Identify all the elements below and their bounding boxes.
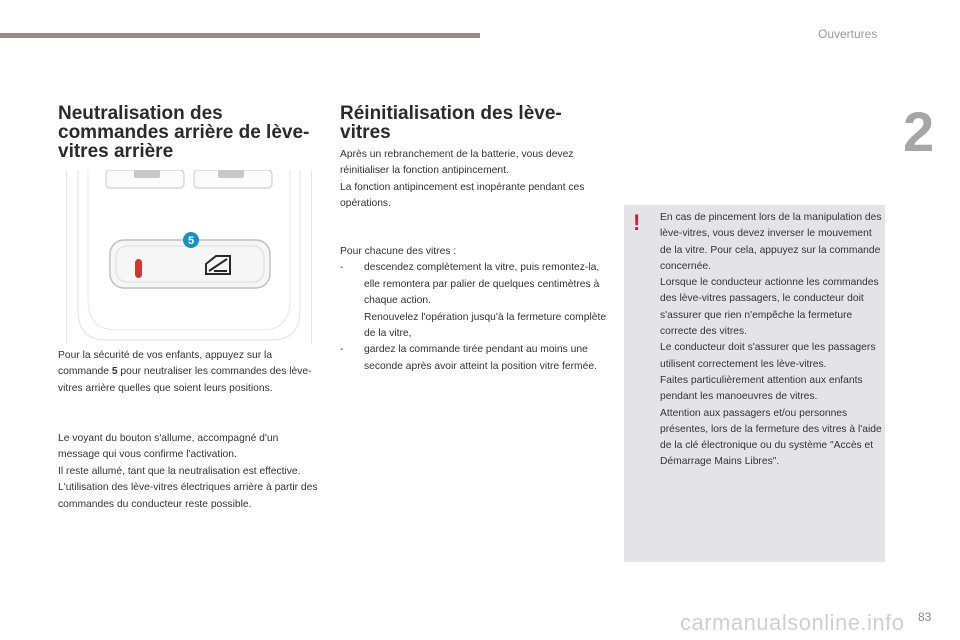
left-paragraph-2 xyxy=(58,431,318,513)
header-accent-bar xyxy=(0,33,480,38)
warning-text xyxy=(660,210,882,471)
warning-line: Faites particulièrement attention aux enfants pendant les manoeuvres de vitres. xyxy=(660,374,863,403)
callout-number: 5 xyxy=(187,235,195,247)
command-reference: 5 xyxy=(111,366,118,378)
warning-line: En cas de pincement lors de la manipulation des lève-vitres, vous devez inverser le mouvement de la vitre. Pour cela, appuyez sur la commande concernée. xyxy=(660,212,882,272)
watermark: carmanualsonline.info xyxy=(680,610,905,635)
left-paragraph-2-line: Il reste allumé, tant que la neutralisation est effective. xyxy=(58,465,301,477)
right-heading: Réinitialisation des lève-vitres xyxy=(340,103,562,143)
right-intro-line: Après un rebranchement de la batterie, vous devez réinitialiser la fonction antipincement. xyxy=(340,149,574,177)
warning-line: Attention aux passagers et/ou personnes présentes, lors de la fermeture des vitres à l'aide de la clé électronique ou du système "Accès et Démarrage Mains Libres". xyxy=(660,407,882,468)
left-heading: Neutralisation des commandes arrière de lève-vitres arrière xyxy=(58,103,310,162)
chapter-number: 2 xyxy=(903,100,935,163)
left-paragraph-2-line: Le voyant du bouton s'allume, accompagné d'un message qui vous confirme l'activation. xyxy=(58,433,279,461)
indicator-led xyxy=(135,259,142,278)
warning-line: Lorsque le conducteur actionne les commandes des lève-vitres passagers, le conducteur doit s'assurer que rien n'empêche la fermeture correcte des vitres. xyxy=(660,277,879,338)
left-paragraph-2-line: L'utilisation des lève-vitres électriques arrière à partir des commandes du conducteur reste possible. xyxy=(58,482,318,510)
right-intro-line: La fonction antipincement est inopérante pendant ces opérations. xyxy=(340,181,585,210)
right-procedure xyxy=(340,244,610,375)
warning-icon: ! xyxy=(633,210,641,235)
warning-line: Le conducteur doit s'assurer que les passagers utilisent correctement les lève-vitres. xyxy=(660,342,876,370)
procedure-step: - descendez complètement la vitre, puis remontez-la, elle remontera par palier de quelques centimètres à chaque action. Renouvelez l'opération jusqu'à la fermeture complète de la vitre, xyxy=(340,262,607,340)
section-name: Ouvertures xyxy=(818,27,878,41)
procedure-intro: Pour chacune des vitres : xyxy=(340,246,457,257)
right-intro xyxy=(340,147,600,213)
left-paragraph-1: Pour la sécurité de vos enfants, appuyez sur la commande 5 pour neutraliser les commandes des lève-vitres arrière quelles que soient leurs positions. xyxy=(58,350,312,394)
page-number: 83 xyxy=(918,610,932,624)
window-lock-switch-illustration xyxy=(66,170,312,344)
procedure-step: - gardez la commande tirée pendant au moins une seconde après avoir atteint la position vitre fermée. xyxy=(340,344,597,372)
